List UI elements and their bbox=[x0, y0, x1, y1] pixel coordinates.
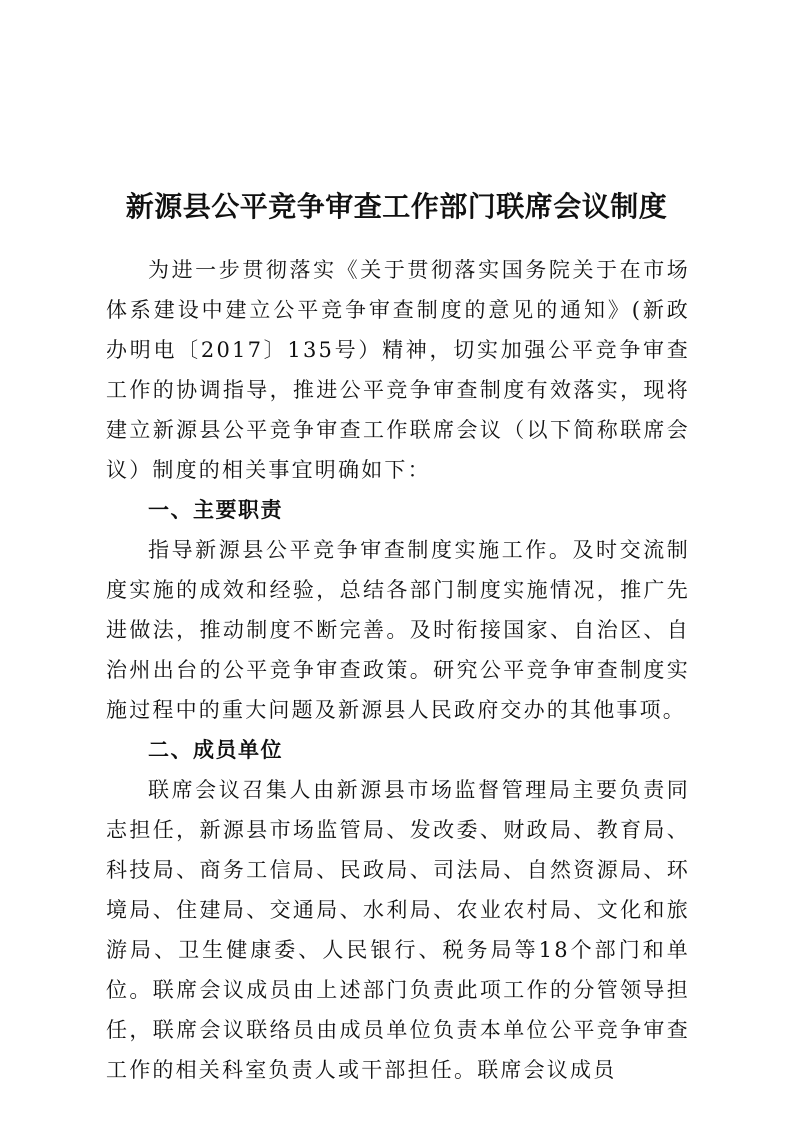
intro-paragraph: 为进一步贯彻落实《关于贯彻落实国务院关于在市场体系建设中建立公平竞争审查制度的意见的通知》(新政办明电〔2017〕135号）精神，切实加强公平竞争审查工作的协调指导，推进公平竞争审查制度有效落实，现将建立新源县公平竞争审查工作联席会议（以下简称联席会议）制度的相关事宜明确如下： bbox=[106, 258, 690, 482]
section-text-members: 联席会议召集人由新源县市场监督管理局主要负责同志担任，新源县市场监管局、发改委、财政局、教育局、科技局、商务工信局、民政局、司法局、自然资源局、环境局、住建局、交通局、水利局、农业农村局、文化和旅游局、卫生健康委、人民银行、税务局等18个部门和单位。联席会议成员由上述部门负责此项工作的分管领导担任，联席会议联络员由成员单位负责本单位公平竞争审查工作的相关科室负责人或干部担任。联席会议成员 bbox=[106, 778, 690, 1082]
section-heading-duties: 一、主要职责 bbox=[148, 498, 283, 522]
document-body bbox=[106, 250, 690, 1090]
document-title: 新源县公平竞争审查工作部门联席会议制度 bbox=[125, 189, 668, 223]
section-text-duties: 指导新源县公平竞争审查制度实施工作。及时交流制度实施的成效和经验，总结各部门制度实施情况，推广先进做法，推动制度不断完善。及时衔接国家、自治区、自治州出台的公平竞争审查政策。研究公平竞争审查制度实施过程中的重大问题及新源县人民政府交办的其他事项。 bbox=[106, 538, 690, 722]
section-heading-members: 二、成员单位 bbox=[148, 738, 283, 762]
